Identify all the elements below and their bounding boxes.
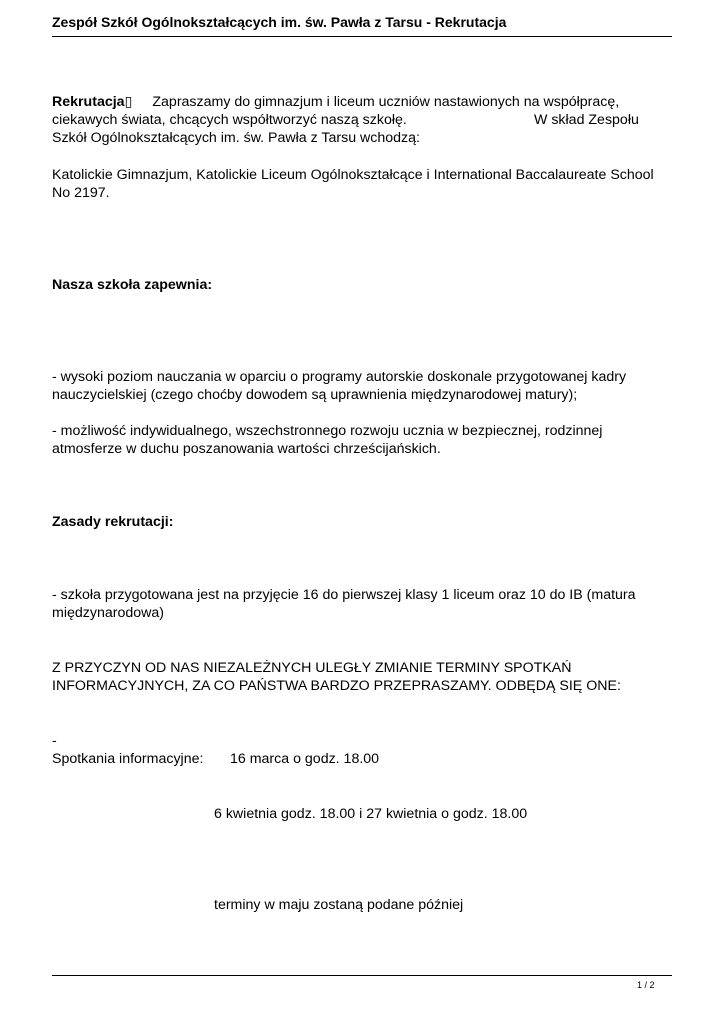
meetings-date-2: 6 kwietnia godz. 18.00 i 27 kwietnia o godz. 18.00 [214, 806, 528, 822]
intro-line-1 [52, 93, 702, 111]
provides-item-2-line-1: - możliwość indywidualnego, wszechstronnego rozwoju ucznia w bezpiecznej, rodzinnej [52, 423, 603, 439]
footer-divider [52, 975, 672, 976]
meetings-dash: - [52, 733, 57, 749]
notice-line-1: Z PRZYCZYN OD NAS NIEZALEŻNYCH ULEGŁY ZMIANIE TERMINY SPOTKAŃ [52, 660, 572, 676]
meetings-date-1: 16 marca o godz. 18.00 [230, 751, 380, 767]
intro-heading: Rekrutacja [52, 94, 125, 110]
meetings-block [52, 732, 702, 768]
intro-text-2b: W skład Zespołu [534, 112, 639, 128]
rules-item-1-line-2: międzynarodowa) [52, 605, 164, 621]
intro-text-1: Zapraszamy do gimnazjum i liceum uczniów nastawionych na współpracę, [152, 94, 620, 110]
meetings-line [52, 750, 702, 768]
header-divider [52, 36, 672, 37]
notice-line-2: INFORMACYJNYCH, ZA CO PAŃSTWA BARDZO PRZEPRASZAMY. ODBĘDĄ SIĘ ONE: [52, 678, 621, 694]
meetings-label: Spotkania informacyjne: [52, 751, 204, 767]
provides-item-1-line-1: - wysoki poziom nauczania w oparciu o programy autorskie doskonale przygotowanej kadry [52, 369, 627, 385]
provides-item-2 [52, 422, 702, 458]
intro-paragraph [52, 93, 702, 147]
rules-item-1 [52, 586, 702, 622]
schools-line-2: No 2197. [52, 185, 110, 201]
rules-item-1-line-1: - szkoła przygotowana jest na przyjęcie 16 do pierwszej klasy 1 liceum oraz 10 do IB (matura [52, 587, 636, 603]
schools-paragraph [52, 166, 702, 202]
notice-paragraph [52, 659, 702, 695]
box-glyph-icon: ▯ [124, 94, 133, 110]
intro-line-2 [52, 111, 702, 129]
provides-item-2-line-2: atmosferze w duchu poszanowania wartości chrześcijańskich. [52, 441, 441, 457]
meetings-note: terminy w maju zostaną podane później [214, 897, 464, 913]
rules-heading: Zasady rekrutacji: [52, 514, 174, 530]
page-number: 1 / 2 [637, 980, 655, 990]
schools-line-1: Katolickie Gimnazjum, Katolickie Liceum Ogólnokształcące i International Baccalaureate School [52, 167, 654, 183]
provides-item-1-line-2: nauczycielskiej (czego choćby dowodem są uprawnienia międzynarodowej matury); [52, 387, 578, 403]
intro-text-2a: ciekawych świata, chcących współtworzyć naszą szkołę. [52, 112, 407, 128]
provides-heading: Nasza szkoła zapewnia: [52, 277, 213, 293]
provides-item-1 [52, 368, 702, 404]
intro-line-3: Szkół Ogólnokształcących im. św. Pawła z Tarsu wchodzą: [52, 130, 420, 146]
page-title: Zespół Szkół Ogólnokształcących im. św. Pawła z Tarsu - Rekrutacja [52, 14, 507, 30]
